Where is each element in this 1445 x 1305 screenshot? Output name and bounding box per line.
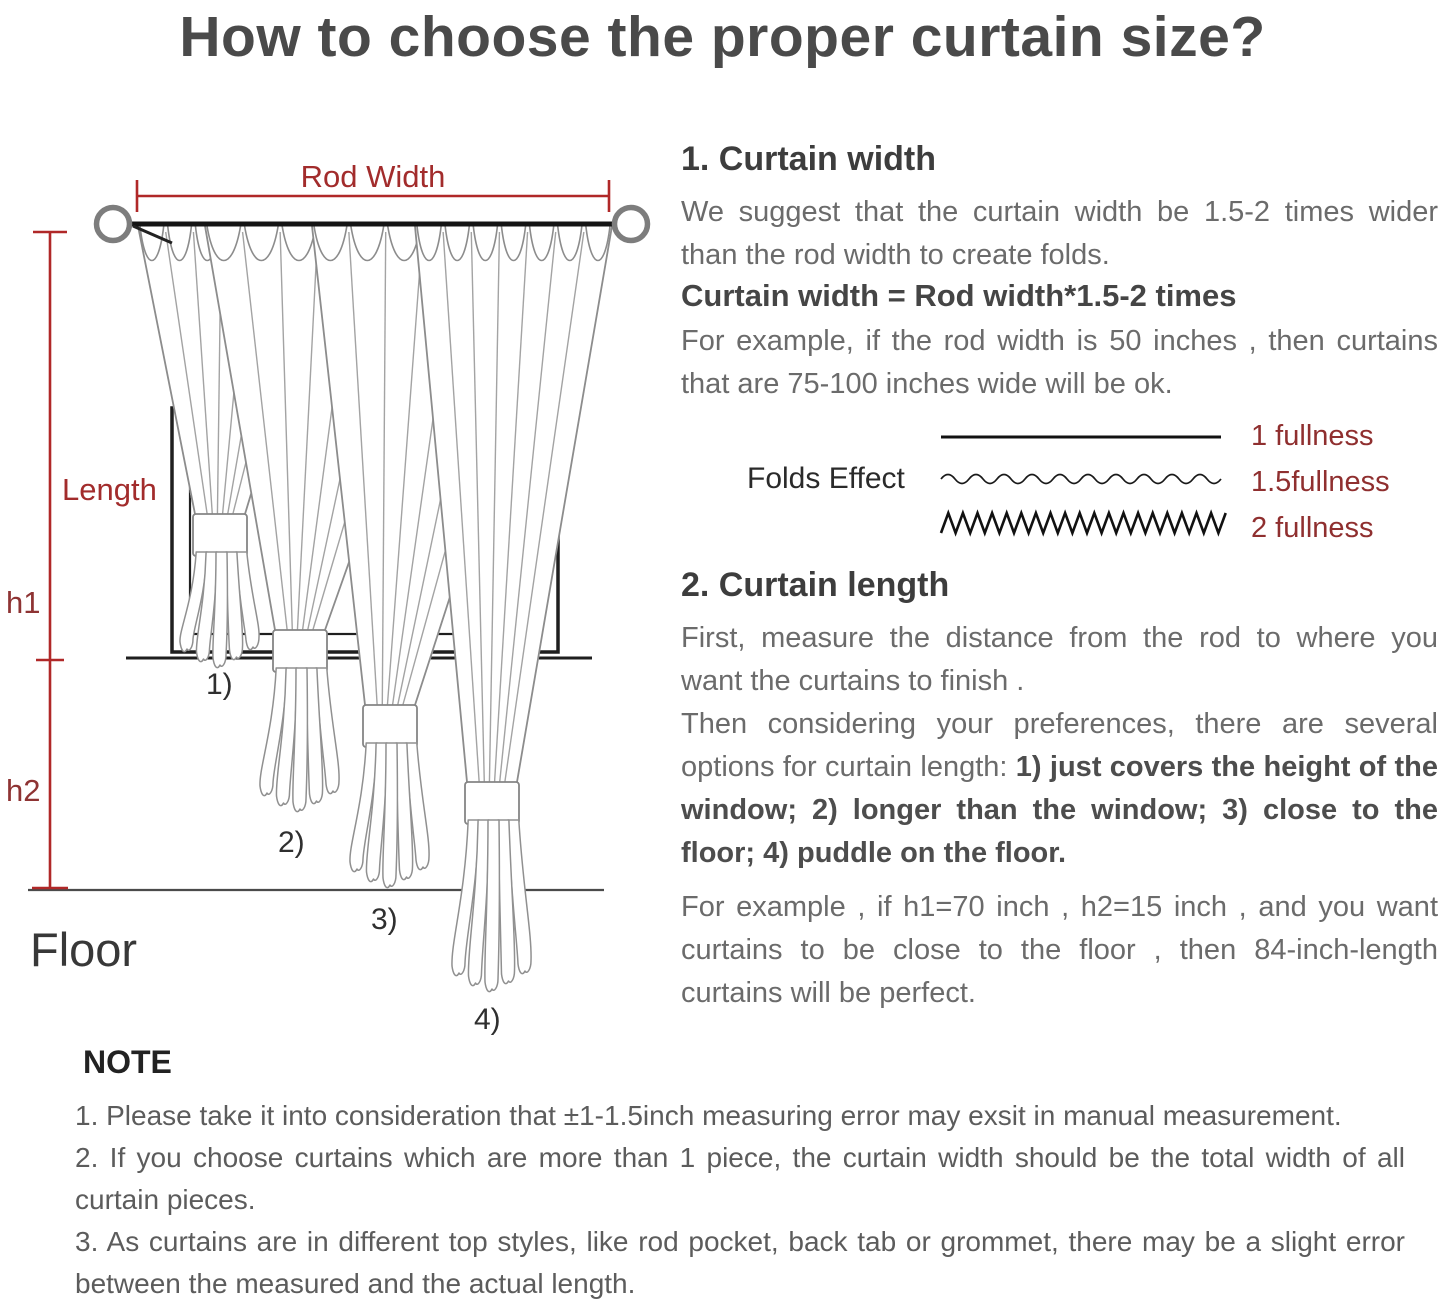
section-length-step2 xyxy=(681,703,1438,875)
folds-effect-label: Folds Effect xyxy=(747,462,905,495)
curtain-diagram xyxy=(0,130,680,1045)
folds-effect-block xyxy=(681,406,1438,556)
fullness-1-5-label: 1.5fullness xyxy=(1251,466,1390,498)
note-block xyxy=(75,1044,1405,1305)
section-width-intro: We suggest that the curtain width be 1.5-2 times wider than the rod width to create folds. xyxy=(681,196,1438,271)
fullness-2-label: 2 fullness xyxy=(1251,512,1374,544)
curtains-sketch xyxy=(138,226,612,992)
floor-label: Floor xyxy=(30,923,138,976)
fullness-1-label: 1 fullness xyxy=(1251,420,1374,452)
zigzag-line-graphic xyxy=(939,509,1229,537)
note-item: 1. Please take it into consideration that ±1-1.5inch measuring error may exsit in manual measurement. xyxy=(75,1100,1342,1131)
page-title: How to choose the proper curtain size? xyxy=(179,5,1266,69)
wavy-line-graphic xyxy=(939,468,1229,490)
rod-width-label: Rod Width xyxy=(300,159,446,194)
length-label: Length xyxy=(62,472,157,507)
note-item: 3. As curtains are in different top styles, like rod pocket, back tab or grommet, there may be a slight error between the measured and the actual length. xyxy=(75,1226,1405,1299)
curtain-option-1-label: 1) xyxy=(206,668,233,701)
section-width-heading: 1. Curtain width xyxy=(681,140,936,178)
section-length-example: For example , if h1=70 inch , h2=15 inch , and you want curtains to be close to the floor , then 84-inch-length curtains will be perfect. xyxy=(681,891,1438,1009)
note-item: 2. If you choose curtains which are more than 1 piece, the curtain width should be the total width of all curtain pieces. xyxy=(75,1142,1405,1215)
h1-label: h1 xyxy=(6,585,41,620)
curtain-option-4-label: 4) xyxy=(474,1003,501,1036)
section-width-example: For example, if the rod width is 50 inches , then curtains that are 75-100 inches wide will be ok. xyxy=(681,325,1438,400)
curtain-option-2-label: 2) xyxy=(278,826,305,859)
section-width-formula: Curtain width = Rod width*1.5-2 times xyxy=(681,278,1237,313)
section-length-step2-options: 1) just covers the height of the window; 2) longer than the window; 3) close to the floor; 4) puddle on the floor. xyxy=(681,751,1438,869)
section-length-step1: First, measure the distance from the rod to where you want the curtains to finish . xyxy=(681,622,1438,697)
note-heading: NOTE xyxy=(83,1044,172,1080)
section-length-step2-intro: Then considering your preferences, there are several options for curtain length: xyxy=(681,708,1438,783)
straight-line-graphic xyxy=(939,428,1229,446)
rod-finial-left xyxy=(97,208,130,241)
curtain-option-3-label: 3) xyxy=(371,903,398,936)
section-length-heading: 2. Curtain length xyxy=(681,566,950,604)
h2-label: h2 xyxy=(6,773,41,808)
rod-finial-right xyxy=(615,208,648,241)
